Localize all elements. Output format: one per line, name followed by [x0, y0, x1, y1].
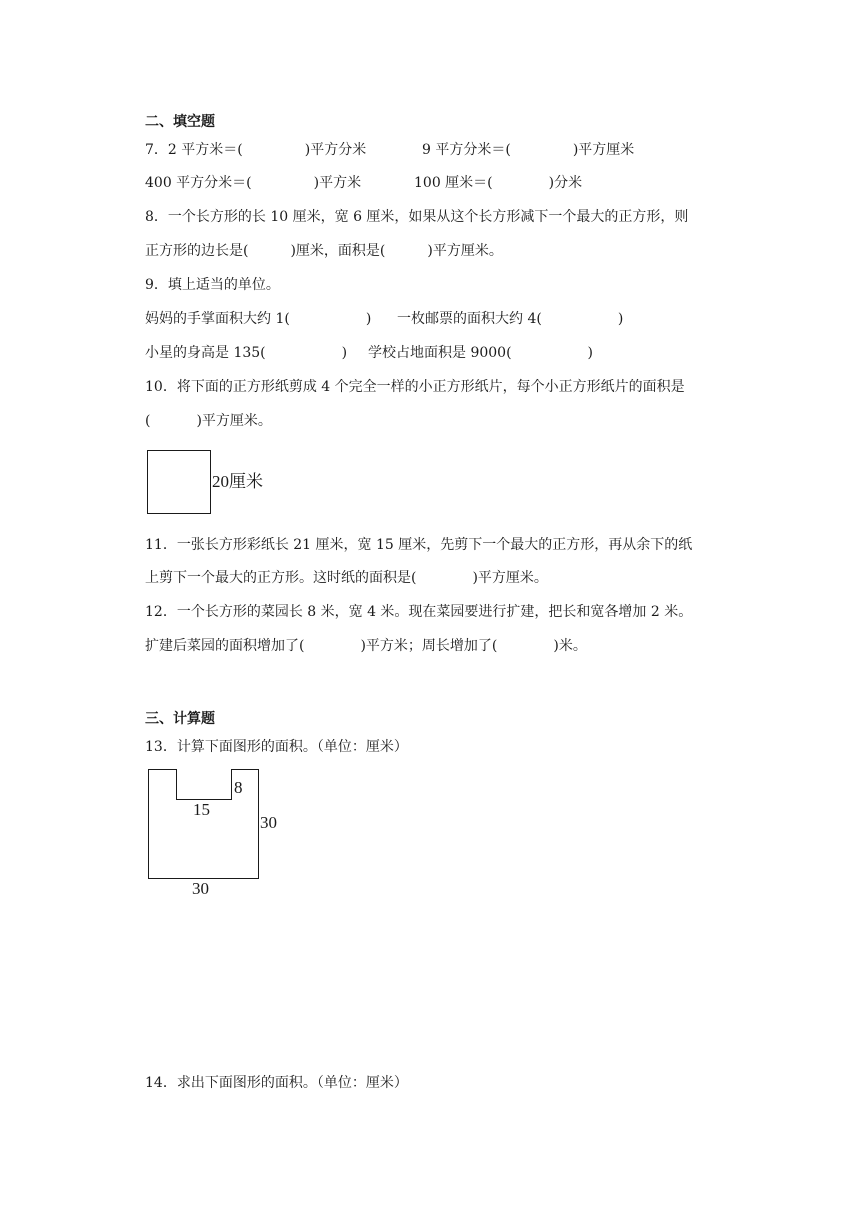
q7-c-post: )平方米 [313, 175, 362, 191]
q9-title: 9．填上适当的单位。 [145, 277, 280, 293]
q10-l2-b: )平方厘米。 [196, 413, 272, 429]
q12-l2-c: )米。 [553, 638, 587, 654]
q10-line1: 10．将下面的正方形纸剪成 4 个完全一样的小正方形纸片，每个小正方形纸片的面积是 [145, 379, 685, 395]
q10-figure-label: 20厘米 [212, 472, 263, 491]
q7-a-pre: 7．2 平方米＝( [145, 142, 243, 158]
q9-a-post: ) [365, 311, 372, 327]
q8-line1: 8．一个长方形的长 10 厘米，宽 6 厘米，如果从这个长方形减下一个最大的正方形，则 [145, 209, 689, 225]
q9-d-post: ) [587, 345, 594, 361]
q7-part-c [145, 173, 361, 193]
q9-c-post: ) [341, 345, 348, 361]
section-heading-fill: 二、填空题 [145, 114, 215, 130]
q13-label-notch-width: 15 [193, 800, 210, 819]
q11-l2-b: )平方厘米。 [472, 570, 548, 586]
q12-l2-b: )平方米；周长增加了( [360, 638, 498, 654]
q9-a-pre: 妈妈的手掌面积大约 1( [145, 311, 290, 327]
q14-title: 14．求出下面图形的面积。（单位：厘米） [145, 1075, 408, 1091]
q9-b-post: ) [617, 311, 624, 327]
q12-line1: 12．一个长方形的菜园长 8 米，宽 4 米。现在菜园要进行扩建，把长和宽各增加 2 米。 [145, 604, 693, 620]
q7-b-pre: 9 平方分米＝( [422, 142, 511, 158]
q12-l2-a: 扩建后菜园的面积增加了( [145, 638, 305, 654]
q12-line2 [145, 636, 587, 656]
q13-label-height: 30 [260, 813, 277, 832]
q13-title: 13．计算下面图形的面积。（单位：厘米） [145, 739, 408, 755]
q9-part-a [145, 309, 371, 329]
q7-part-d [414, 173, 582, 193]
q8-line2 [145, 241, 503, 261]
q9-d-pre: 学校占地面积是 9000( [368, 345, 512, 361]
q10-square-figure [140, 445, 280, 519]
q13-notched-figure [140, 762, 290, 902]
q7-part-a [145, 140, 366, 160]
q7-d-post: )分米 [548, 175, 583, 191]
q11-line2 [145, 568, 548, 588]
q11-l2-a: 上剪下一个最大的正方形。这时纸的面积是( [145, 570, 417, 586]
q10-square [148, 451, 211, 514]
q9-part-c [145, 343, 347, 363]
q7-c-pre: 400 平方分米＝( [145, 175, 252, 191]
q11-line1: 11．一张长方形彩纸长 21 厘米，宽 15 厘米，先剪下一个最大的正方形，再从余下的纸 [145, 537, 693, 553]
q8-l2-c: )平方厘米。 [427, 243, 503, 259]
q9-b-pre: 一枚邮票的面积大约 4( [397, 311, 542, 327]
q10-l2-a: ( [145, 413, 151, 429]
q13-label-notch-depth: 8 [234, 778, 243, 797]
q7-b-post: )平方厘米 [572, 142, 635, 158]
q7-d-pre: 100 厘米＝( [414, 175, 493, 191]
q13-label-width: 30 [192, 879, 209, 898]
q8-l2-a: 正方形的边长是( [145, 243, 249, 259]
q8-l2-b: )厘米，面积是( [290, 243, 386, 259]
q7-a-post: )平方分米 [304, 142, 367, 158]
section-heading-calc: 三、计算题 [145, 711, 215, 727]
q10-line2 [145, 411, 272, 431]
q9-c-pre: 小星的身高是 135( [145, 345, 266, 361]
q9-part-b [397, 309, 623, 329]
q9-part-d [368, 343, 593, 363]
q7-part-b [422, 140, 634, 160]
